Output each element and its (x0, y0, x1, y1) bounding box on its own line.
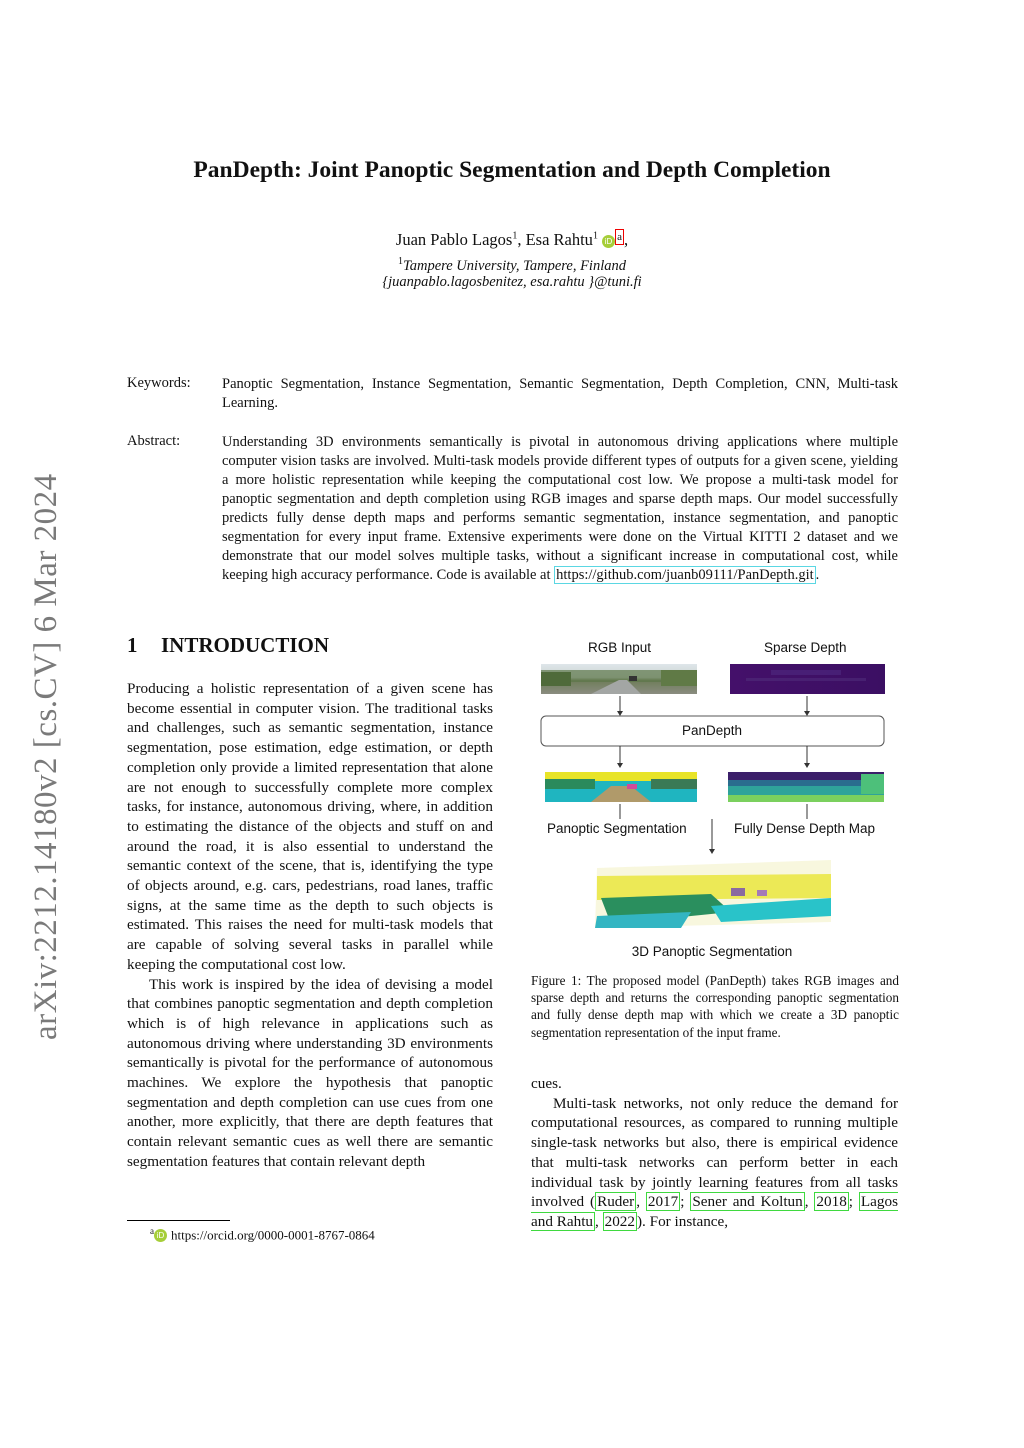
author-separator: , (517, 230, 526, 249)
cite-lagos-year[interactable]: 2022 (604, 1212, 635, 1230)
abstract-end: . (815, 567, 820, 583)
cite-ruder-sep: , (636, 1193, 646, 1211)
intro-paragraph-2-cont: cues. (531, 1075, 562, 1092)
panoptic-segmentation-image (545, 772, 697, 802)
p3-end: ). For instance, (636, 1212, 729, 1230)
figure-caption: Figure 1: The proposed model (PanDepth) takes RGB images and sparse depth and returns the corresponding panoptic segmentation and fully dense depth map with which we create a 3D panoptic segmentation representation of the input frame. (531, 973, 899, 1040)
orcid-icon-footnote: iD (154, 1229, 167, 1242)
author-2: Esa Rahtu (525, 230, 593, 249)
cite-sep-1: ; (680, 1193, 691, 1211)
label-sparse-depth: Sparse Depth (764, 640, 847, 655)
label-dense-depth: Fully Dense Depth Map (734, 821, 876, 836)
section-title: INTRODUCTION (161, 633, 330, 657)
cite-sep-2: ; (848, 1193, 859, 1211)
panoptic-3d-image (595, 860, 831, 928)
p3-text: Multi-task networks, not only reduce the demand for computational resources, as compared to running multiple single-task networks but also, there is empirical evidence that multi-task networks can perform better in each individual task by jointly learning features from all tasks involved ( (531, 1094, 898, 1211)
author-1: Juan Pablo Lagos (395, 230, 513, 249)
intro-paragraph-2: This work is inspired by the idea of devising a model that combines panoptic segmentation and depth completion which is of high relevance in applications such as autonomous driving where understanding 3D environments semantically is pivotal for the performance of autonomous machines. We explore the hypothesis that panoptic segmentation and depth completion can use cues from one another, more explicitly, that there are depth features that contain relevant semantic cues as well there are semantic segmentation features that contain relevant depth (127, 975, 493, 1170)
section-number: 1 (127, 633, 138, 657)
code-link[interactable]: https://github.com/juanb09111/PanDepth.git (556, 567, 814, 583)
author-1-affil: 1 (512, 230, 518, 242)
sparse-depth-image (730, 664, 885, 694)
abstract-label: Abstract: (127, 433, 181, 449)
intro-paragraph-3 (531, 1094, 898, 1232)
cite-sener-author[interactable]: Sener and Koltun (692, 1193, 803, 1211)
abstract-body: Understanding 3D environments semantically is pivotal in autonomous driving applications where multiple computer vision tasks are involved. Multi-task models provide different types of outputs for a given scene, yielding a more holistic representation while keeping the computational cost low. We propose a multi-task model for panoptic segmentation and depth completion using RGB images and sparse depth maps. Our model successfully predicts fully dense depth maps and performs semantic segmentation, instance segmentation, and panoptic segmentation for every input frame. Extensive experiments were done on the Virtual KITTI 2 dataset and we demonstrate that our model solves multiple tasks, without a significant increase in computational cost, while keeping high accuracy performance. Code is available at (222, 434, 898, 583)
cite-sener-year[interactable]: 2018 (816, 1193, 847, 1211)
footnote-mark: a (150, 1226, 154, 1236)
affiliation-text: Tampere University, Tampere, Finland (402, 257, 626, 274)
cite-ruder-author[interactable]: Ruder (597, 1193, 635, 1211)
orcid-icon[interactable]: iD (602, 235, 615, 248)
authors-line: Juan Pablo Lagos$^1$, Esa Rahtu$^1$ iD a , (395, 230, 629, 249)
author-2-affil: 1 (592, 230, 598, 242)
footnote (150, 1226, 375, 1243)
section-heading (127, 633, 329, 658)
keywords-label: Keywords: (127, 375, 191, 391)
cite-sener-sep: , (804, 1193, 815, 1211)
paper-title: PanDepth: Joint Panoptic Segmentation and Depth Completion (193, 157, 831, 183)
rgb-input-image (541, 664, 697, 694)
abstract-text (222, 433, 898, 585)
cite-lagos-author[interactable]: Lagos and Rahtu (531, 1193, 898, 1230)
label-3d-panoptic: 3D Panoptic Segmentation (631, 944, 793, 959)
affiliation-mark: 1 (397, 256, 403, 267)
dense-depth-image (728, 772, 884, 802)
intro-left-column (127, 679, 493, 1172)
figure-diagram (531, 636, 899, 966)
orcid-footnote-link[interactable]: a (617, 231, 622, 243)
label-panoptic-segmentation: Panoptic Segmentation (547, 821, 687, 836)
cite-ruder-year[interactable]: 2017 (647, 1193, 679, 1211)
intro-right-column (531, 1074, 898, 1232)
intro-paragraph-1: Producing a holistic representation of a given scene has become essential in computer vision. The traditional tasks and challenges, such as semantic segmentation, instance segmentation, pose estimation, edge estimation, or depth completion only provide a limited representation that alone are not enough to successfully complete more complex tasks, for instance, autonomous driving, where, in addition to estimating the distance of the objects and stuff on and around the road, it is also essential to understand the semantic context of the scene, that is, identifying the type of objects around, e.g. cars, pedestrians, road lanes, traffic signs, at the same time as the depth to such objects is estimated. This raises the need for multi-task models that are capable of solving several tasks in parallel while keeping the computational cost low. (127, 680, 493, 973)
label-rgb-input: RGB Input (588, 640, 652, 655)
cite-lagos-sep: , (595, 1212, 603, 1230)
orcid-url[interactable]: https://orcid.org/0000-0001-8767-0864 (171, 1227, 375, 1243)
arxiv-sidebar: arXiv:2212.14180v2 [cs.CV] 6 Mar 2024 (28, 473, 64, 1040)
label-pandepth: PanDepth (681, 723, 743, 738)
email-line: {juanpablo.lagosbenitez, esa.rahtu }@tuni.fi (382, 274, 642, 290)
affiliation (0, 256, 1024, 275)
footnote-rule (127, 1220, 230, 1221)
keywords-text: Panoptic Segmentation, Instance Segmentation, Semantic Segmentation, Depth Completion, CNN, Multi-task Learning. (222, 376, 898, 411)
figure-1 (531, 636, 899, 966)
